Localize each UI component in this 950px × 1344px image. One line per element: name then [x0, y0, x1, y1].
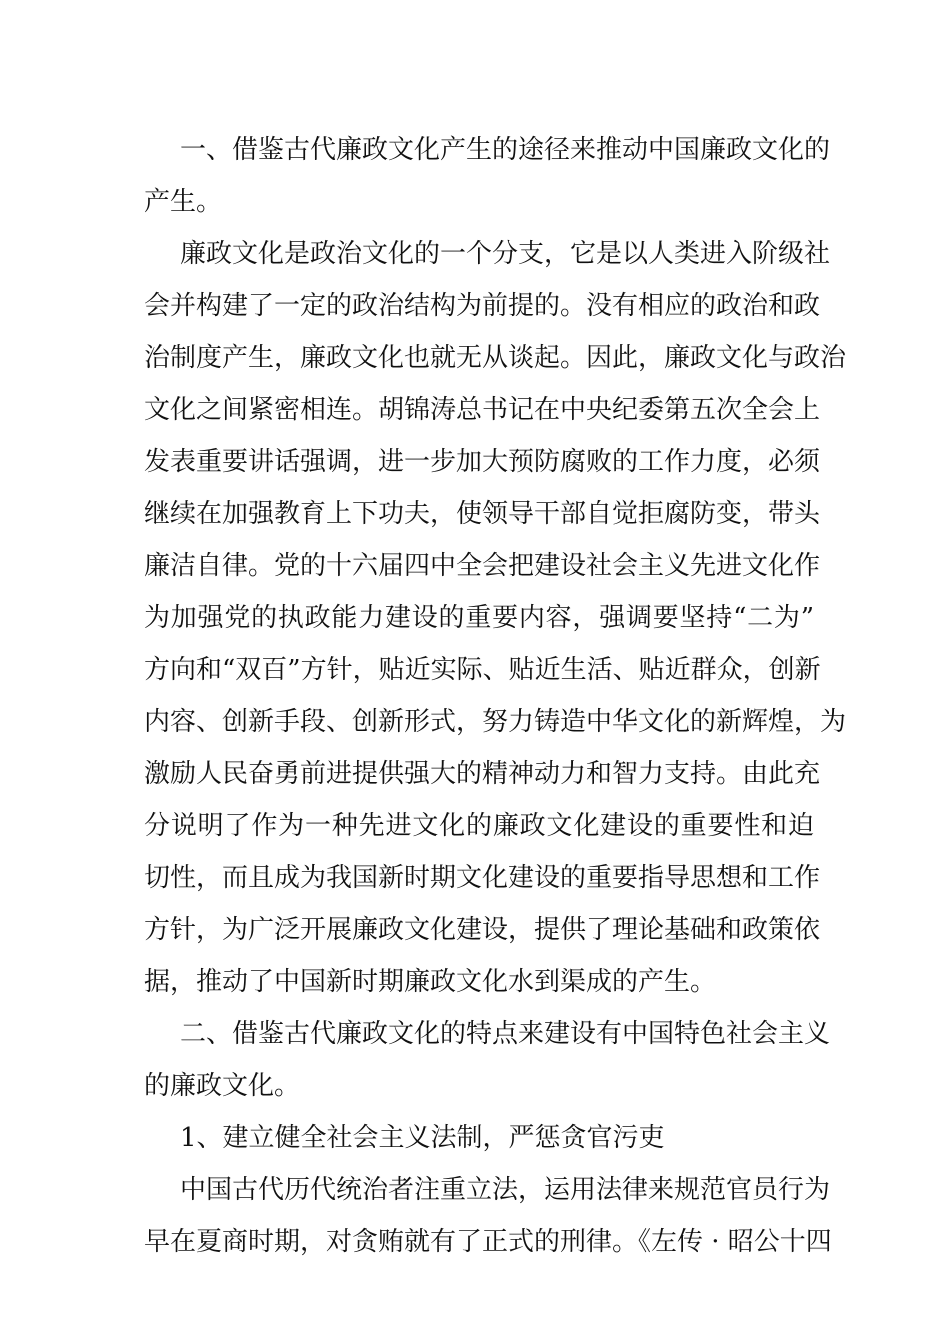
paragraph-line: 中国古代历代统治者注重立法，运用法律来规范官员行为 — [180, 1175, 831, 1205]
section-heading-1: 一、借鉴古代廉政文化产生的途径来推动中国廉政文化的 — [180, 135, 831, 165]
paragraph-line: 分说明了作为一种先进文化的廉政文化建设的重要性和迫 — [144, 811, 814, 841]
paragraph-line: 发表重要讲话强调，进一步加大预防腐败的工作力度，必须 — [144, 447, 821, 477]
paragraph-line: 据，推动了中国新时期廉政文化水到渠成的产生。 — [144, 967, 717, 997]
section-heading-2-cont: 的廉政文化。 — [144, 1071, 301, 1101]
paragraph-line: 会并构建了一定的政治结构为前提的。没有相应的政治和政 — [144, 291, 821, 321]
paragraph-line: 早在夏商时期，对贪贿就有了正式的刑律。《左传 · 昭公十四 — [144, 1227, 832, 1257]
paragraph-line: 方向和“双百”方针，贴近实际、贴近生活、贴近群众，创新 — [144, 655, 821, 685]
paragraph-line: 方针，为广泛开展廉政文化建设，提供了理论基础和政策依 — [144, 915, 821, 945]
paragraph-line: 内容、创新手段、创新形式，努力铸造中华文化的新辉煌，为 — [144, 707, 847, 737]
paragraph-line: 为加强党的执政能力建设的重要内容，强调要坚持“二为” — [144, 603, 814, 633]
section-heading-2: 二、借鉴古代廉政文化的特点来建设有中国特色社会主义 — [180, 1019, 831, 1049]
paragraph-line: 切性，而且成为我国新时期文化建设的重要指导思想和工作 — [144, 863, 821, 893]
paragraph-line: 继续在加强教育上下功夫，使领导干部自觉拒腐防变，带头 — [144, 499, 821, 529]
paragraph-line: 激励人民奋勇前进提供强大的精神动力和智力支持。由此充 — [144, 759, 821, 789]
paragraph-line: 廉政文化是政治文化的一个分支，它是以人类进入阶级社 — [180, 239, 831, 269]
paragraph-line: 廉洁自律。党的十六届四中全会把建设社会主义先进文化作 — [144, 551, 821, 581]
paragraph-line: 治制度产生，廉政文化也就无从谈起。因此，廉政文化与政治 — [144, 343, 847, 373]
section-heading-1-cont: 产生。 — [144, 187, 223, 217]
paragraph-line: 文化之间紧密相连。胡锦涛总书记在中央纪委第五次全会上 — [144, 395, 821, 425]
subheading-1: 1、建立健全社会主义法制，严惩贪官污吏 — [180, 1123, 665, 1153]
